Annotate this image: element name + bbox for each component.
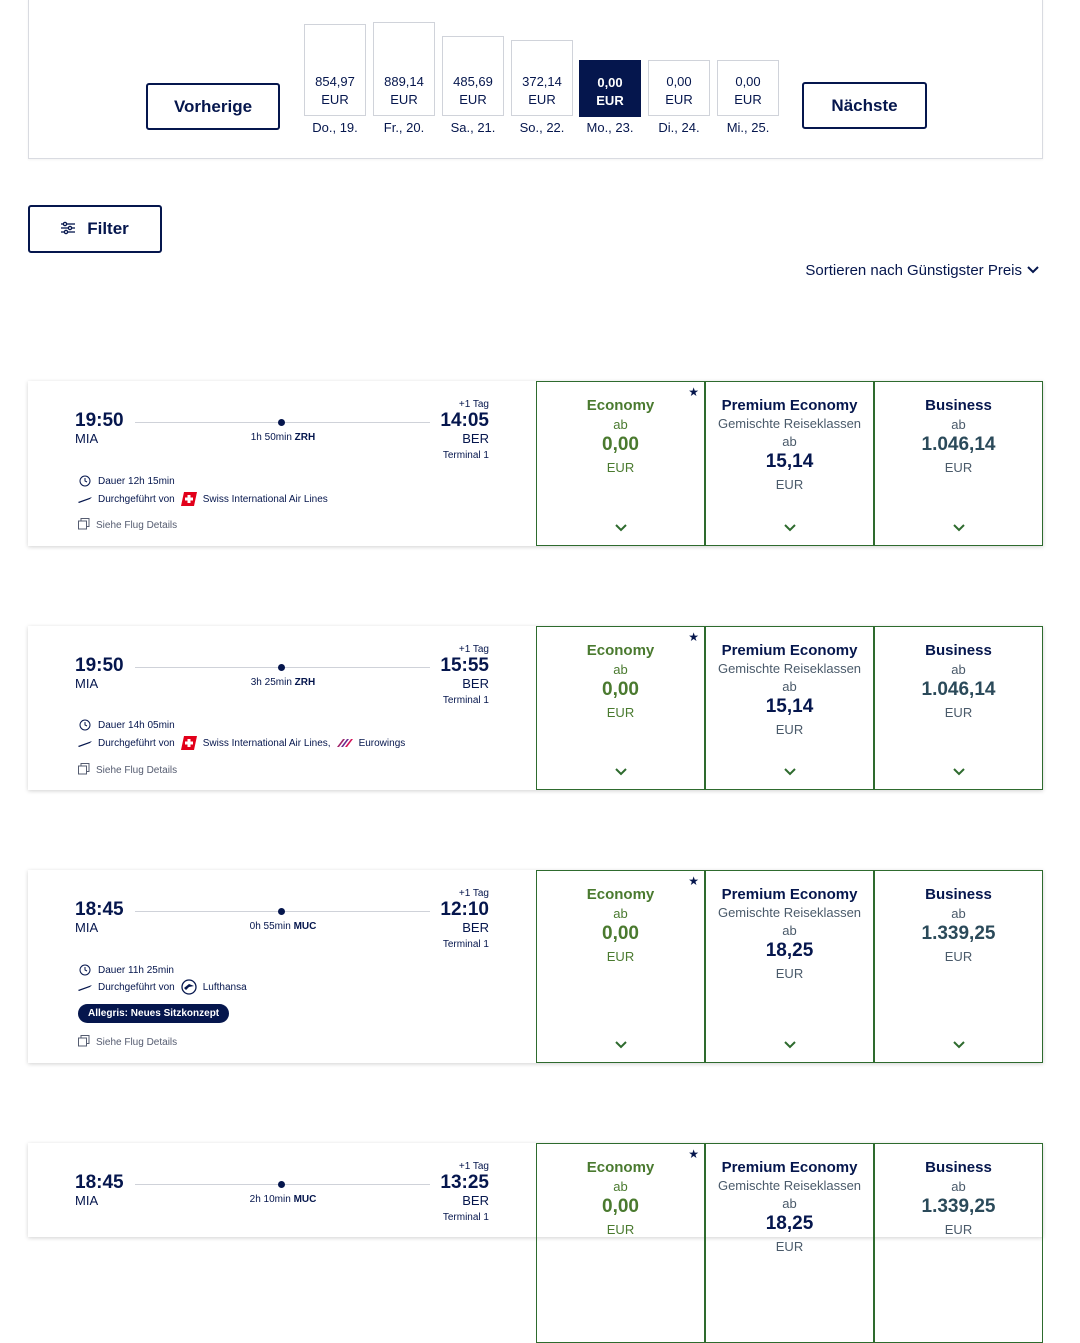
- stopover: 3h 25min ZRH: [250, 677, 316, 688]
- stopover: 0h 55min MUC: [249, 921, 317, 932]
- flight-info: [28, 626, 536, 790]
- sort-value: Günstigster Preis: [906, 262, 1022, 279]
- chevron-down-icon: [706, 523, 873, 535]
- date-price: 372,14: [522, 74, 562, 89]
- fare-price: 0,00: [602, 1196, 639, 1217]
- allegris-badge: Allegris: Neues Sitzkonzept: [78, 1004, 229, 1023]
- fare-price: 1.339,25: [921, 1196, 996, 1217]
- departure-time: 19:50: [75, 655, 124, 676]
- chevron-down-icon: [537, 1040, 704, 1052]
- filter-button[interactable]: [28, 205, 162, 253]
- fare-price: 18,25: [765, 1213, 814, 1234]
- chevron-down-icon: [537, 523, 704, 535]
- departure-time: 19:50: [75, 410, 124, 431]
- flight-details-link[interactable]: Siehe Flug Details: [78, 1035, 177, 1050]
- date-option-5-selected[interactable]: [579, 0, 641, 138]
- duration: Dauer 12h 15min: [78, 474, 175, 488]
- flight-card: [28, 381, 1043, 546]
- departure-airport: MIA: [75, 431, 99, 446]
- plus-day-label: +1 Tag: [458, 399, 489, 410]
- stopover: 1h 50min ZRH: [250, 432, 316, 443]
- flight-info: [28, 1143, 536, 1343]
- plus-day-label: +1 Tag: [458, 1161, 489, 1172]
- plus-day-label: +1 Tag: [458, 644, 489, 655]
- arrival-time: 15:55: [440, 655, 489, 676]
- fare-premium-economy[interactable]: Premium Economy Gemischte Reiseklassen ab 18,25 EUR: [705, 1143, 874, 1343]
- flight-info: [28, 381, 536, 546]
- filter-label: Filter: [87, 219, 129, 238]
- fare-business[interactable]: Business ab 1.339,25 EUR: [874, 1143, 1043, 1343]
- departure-airport: MIA: [75, 920, 99, 935]
- date-selector-panel: [28, 0, 1043, 159]
- chevron-down-icon: [875, 1040, 1042, 1052]
- star-icon: ★: [688, 385, 699, 399]
- star-icon: ★: [688, 1147, 699, 1161]
- departure-airport: MIA: [75, 676, 99, 691]
- date-label: Mo., 23.: [586, 120, 634, 135]
- date-currency: EUR: [665, 92, 693, 107]
- operated-by: Durchgeführt von Swiss International Air Lines: [78, 492, 328, 506]
- arrival-airport: BER: [462, 431, 489, 446]
- chevron-down-icon: [537, 767, 704, 779]
- plus-day-label: +1 Tag: [458, 888, 489, 899]
- chevron-down-icon: [706, 767, 873, 779]
- arrival-airport: BER: [462, 676, 489, 691]
- fare-price: 0,00: [602, 923, 639, 944]
- fare-premium-economy[interactable]: Premium Economy Gemischte Reiseklassen ab 15,14 EUR: [705, 381, 874, 546]
- fare-economy[interactable]: ★ Economy ab 0,00 EUR: [536, 626, 705, 790]
- flight-info: [28, 870, 536, 1063]
- date-price: 0,00: [666, 74, 692, 89]
- arrival-airport: BER: [462, 920, 489, 935]
- arrival-time: 14:05: [440, 410, 489, 431]
- duration: Dauer 14h 05min: [78, 718, 175, 732]
- departure-time: 18:45: [75, 899, 124, 920]
- swiss-logo-icon: [181, 492, 197, 506]
- departure-airport: MIA: [75, 1193, 99, 1208]
- fare-economy[interactable]: ★ Economy ab 0,00 EUR: [536, 870, 705, 1063]
- fare-business[interactable]: Business ab 1.046,14 EUR: [874, 626, 1043, 790]
- star-icon: ★: [688, 874, 699, 888]
- lufthansa-logo-icon: [181, 980, 197, 994]
- date-currency: EUR: [390, 92, 418, 107]
- date-label: Mi., 25.: [726, 120, 770, 135]
- fare-premium-economy[interactable]: Premium Economy Gemischte Reiseklassen ab 18,25 EUR: [705, 870, 874, 1063]
- chevron-down-icon: [1026, 262, 1040, 279]
- date-currency: EUR: [734, 92, 762, 107]
- swiss-logo-icon: [181, 736, 197, 750]
- duration: Dauer 11h 25min: [78, 963, 174, 977]
- date-option-1[interactable]: [304, 0, 366, 138]
- date-label: Do., 19.: [312, 120, 358, 135]
- date-currency: EUR: [528, 92, 556, 107]
- date-option-7[interactable]: [717, 0, 779, 138]
- date-price: 854,97: [315, 74, 355, 89]
- date-label: Sa., 21.: [450, 120, 496, 135]
- date-price: 0,00: [597, 75, 623, 90]
- fare-business[interactable]: Business ab 1.046,14 EUR: [874, 381, 1043, 546]
- fare-price: 1.046,14: [921, 679, 996, 700]
- date-price: 0,00: [735, 74, 761, 89]
- stop-dot: [278, 908, 285, 915]
- sort-dropdown[interactable]: [805, 262, 1040, 279]
- date-currency: EUR: [596, 93, 624, 108]
- fare-price: 0,00: [602, 434, 639, 455]
- flight-details-link[interactable]: Siehe Flug Details: [78, 518, 177, 533]
- fare-price: 15,14: [765, 696, 814, 717]
- fare-premium-economy[interactable]: Premium Economy Gemischte Reiseklassen ab 15,14 EUR: [705, 626, 874, 790]
- terminal: Terminal 1: [442, 1212, 489, 1223]
- terminal: Terminal 1: [442, 939, 489, 950]
- flight-card: [28, 870, 1043, 1063]
- previous-dates-button[interactable]: Vorherige: [146, 83, 280, 130]
- copy-icon: [78, 518, 90, 533]
- stop-dot: [278, 664, 285, 671]
- sort-prefix: Sortieren nach: [805, 262, 903, 279]
- operated-by: Durchgeführt von Swiss International Air Lines, Eurowings: [78, 736, 405, 750]
- fare-price: 1.339,25: [921, 923, 996, 944]
- flight-details-link[interactable]: Siehe Flug Details: [78, 763, 177, 778]
- terminal: Terminal 1: [442, 450, 489, 461]
- date-option-6[interactable]: [648, 0, 710, 138]
- fare-price: 0,00: [602, 679, 639, 700]
- clock-icon: [78, 718, 92, 732]
- date-currency: EUR: [459, 92, 487, 107]
- eurowings-logo-icon: [337, 736, 353, 750]
- terminal: Terminal 1: [442, 695, 489, 706]
- operated-by: Durchgeführt von Lufthansa: [78, 980, 247, 994]
- date-option-3[interactable]: [442, 0, 504, 138]
- clock-icon: [78, 963, 92, 977]
- fare-business[interactable]: Business ab 1.339,25 EUR: [874, 870, 1043, 1063]
- copy-icon: [78, 1035, 90, 1050]
- date-option-2[interactable]: [373, 0, 435, 138]
- date-label: Fr., 20.: [383, 120, 425, 135]
- date-price: 485,69: [453, 74, 493, 89]
- clock-icon: [78, 474, 92, 488]
- stop-dot: [278, 1181, 285, 1188]
- fare-price: 1.046,14: [921, 434, 996, 455]
- arrival-time: 12:10: [440, 899, 489, 920]
- plane-icon: [78, 492, 92, 506]
- fare-price: 15,14: [765, 451, 814, 472]
- date-price: 889,14: [384, 74, 424, 89]
- next-dates-button[interactable]: Nächste: [802, 82, 927, 129]
- plane-icon: [78, 980, 92, 994]
- arrival-time: 13:25: [440, 1172, 489, 1193]
- flight-card: [28, 626, 1043, 790]
- arrival-airport: BER: [462, 1193, 489, 1208]
- fare-economy[interactable]: ★ Economy ab 0,00 EUR: [536, 1143, 705, 1343]
- stopover: 2h 10min MUC: [249, 1194, 317, 1205]
- star-icon: ★: [688, 630, 699, 644]
- copy-icon: [78, 763, 90, 778]
- date-label: Di., 24.: [658, 120, 700, 135]
- sliders-icon: [61, 219, 75, 239]
- fare-price: 18,25: [765, 940, 814, 961]
- plane-icon: [78, 736, 92, 750]
- departure-time: 18:45: [75, 1172, 124, 1193]
- date-option-4[interactable]: [511, 0, 573, 138]
- chevron-down-icon: [875, 523, 1042, 535]
- flight-card: [28, 1143, 1043, 1254]
- fare-economy[interactable]: ★ Economy ab 0,00 EUR: [536, 381, 705, 546]
- date-currency: EUR: [321, 92, 349, 107]
- chevron-down-icon: [706, 1040, 873, 1052]
- stop-dot: [278, 419, 285, 426]
- date-label: So., 22.: [519, 120, 565, 135]
- chevron-down-icon: [875, 767, 1042, 779]
